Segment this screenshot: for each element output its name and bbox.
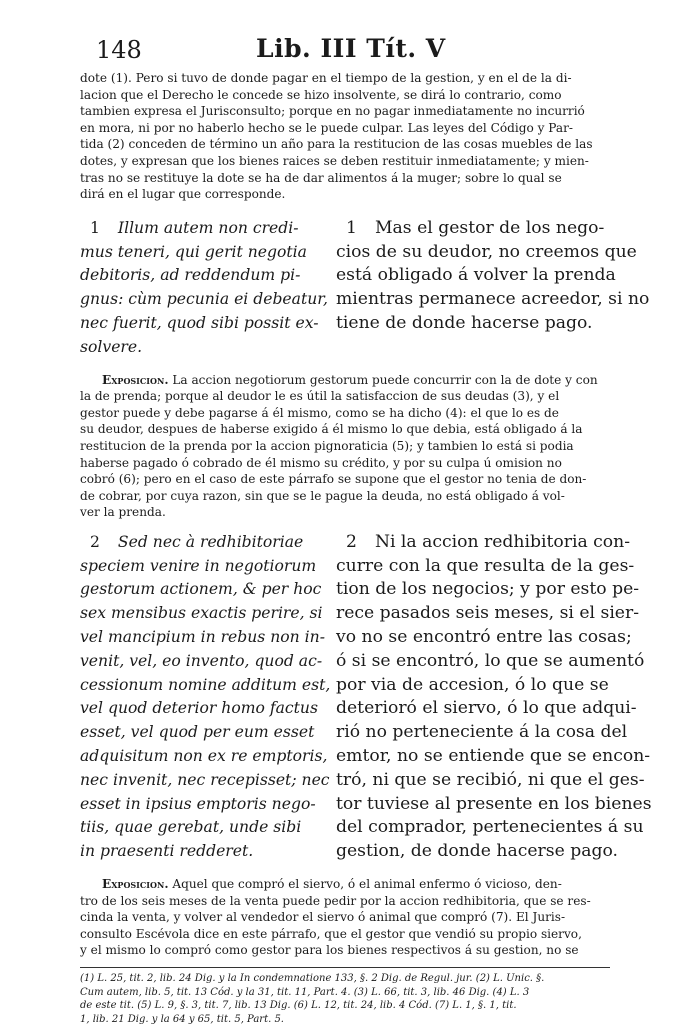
text-line: restitucion de la prenda por la accion pignoraticia (5); y tambien lo está si podia <box>80 438 574 453</box>
spanish-line: mientras permanece acreedor, si no <box>336 289 650 310</box>
spanish-line: tor tuviese al presente en los bienes <box>336 793 652 814</box>
latin-line: 2 Sed nec à redhibitoriae <box>90 532 304 551</box>
spanish-line: tiene de donde hacerse pago. <box>336 312 593 333</box>
spanish-line: deterioró el siervo, ó lo que adqui- <box>336 698 637 719</box>
spanish-line: rece pasados seis meses, si el sier- <box>336 603 640 624</box>
text-line: en mora, ni por no haberlo hecho se le puede culpar. Las leyes del Código y Par- <box>80 120 573 135</box>
page-header <box>80 30 610 66</box>
latin-line: vel mancipium in rebus non in- <box>80 628 325 647</box>
text-line: tida (2) conceden de término un año para la restitucion de las cosas muebles de las <box>80 137 593 152</box>
text-line: su deudor, despues de haberse exigido á él mismo lo que debia, está obligado á la <box>80 422 583 437</box>
section-2-latin <box>80 531 331 864</box>
book-page <box>80 30 652 1026</box>
section-number: 1 <box>346 217 357 238</box>
spanish-line: gestion, de donde hacerse pago. <box>336 841 618 862</box>
latin-line: venit, vel, eo invento, quod ac- <box>80 651 323 670</box>
latin-line: vel quod deterior homo factus <box>80 699 318 718</box>
text-line: de cobrar, por cuya razon, sin que se le pague la deuda, no está obligado á vol- <box>80 488 565 503</box>
spanish-line: tion de los negocios; y por esto pe- <box>336 579 640 600</box>
footnote-line: 1, lib. 21 Dig. y la 64 y 65, tit. 5, Part. 5. <box>80 1013 284 1025</box>
footnote-divider <box>80 967 610 968</box>
text-line: tro de los seis meses de la venta puede pedir por la accion redhibitoria, que se res- <box>80 893 591 908</box>
latin-line: in praesenti redderet. <box>80 842 254 861</box>
spanish-line: 1 Mas el gestor de los nego- <box>346 217 605 238</box>
text-line: dirá en el lugar que corresponde. <box>80 187 286 202</box>
text-line: dotes, y expresan que los bienes raices se deben restituir inmediatamente; y mien- <box>80 153 589 168</box>
spanish-line: ó si se encontró, lo que se aumentó <box>336 650 645 671</box>
intro-paragraph <box>80 70 610 203</box>
section-2-spanish <box>336 531 652 864</box>
section-number: 1 <box>90 218 100 237</box>
footnotes <box>80 972 610 1026</box>
section-1 <box>80 217 650 360</box>
text-line: la de prenda; porque al deudor le es útil la satisfaccion de sus deudas (3), y el <box>80 389 560 404</box>
spanish-line: tró, ni que se recibió, ni que el ges- <box>336 769 645 790</box>
latin-line: nec invenit, nec recepisset; nec <box>80 770 330 789</box>
text-line: Exposicion. Aquel que compró el siervo, ó el animal enfermo ó vicioso, den- <box>102 877 562 892</box>
exposicion-label: Exposicion. <box>102 877 169 892</box>
latin-line: debitoris, ad reddendum pi- <box>80 266 301 285</box>
spanish-line: por via de accesion, ó lo que se <box>336 674 609 695</box>
text-line: Exposicion. La accion negotiorum gestorum puede concurrir con la de dote y con <box>102 372 598 387</box>
text-line: ver la prenda. <box>80 505 166 520</box>
spanish-line: está obligado á volver la prenda <box>336 265 616 286</box>
text-line: gestor puede y debe pagarse á él mismo, como se ha dicho (4): el que lo es de <box>80 405 559 420</box>
spanish-line: del comprador, pertenecientes á su <box>336 817 644 838</box>
footnote-line: de este tit. (5) L. 9, §. 3, tit. 7, lib. 13 Dig. (6) L. 12, tit. 24, lib. 4 Cód. (7) L. 1, §. 1, tit. <box>80 1000 517 1012</box>
spanish-line: rió no perteneciente á la cosa del <box>336 722 628 743</box>
footnote-line: Cum autem, lib. 5, tit. 13 Cód. y la 31, tit. 11, Part. 4. (3) L. 66, tit. 3, lib. 46 Dig. (4) L. 3 <box>80 986 530 998</box>
spanish-line: emtor, no se entiende que se encon- <box>336 746 651 767</box>
latin-line: mus teneri, qui gerit negotia <box>80 242 307 261</box>
section-number: 2 <box>90 532 100 551</box>
section-number: 2 <box>346 531 357 552</box>
spanish-line: cios de su deudor, no creemos que <box>336 241 637 262</box>
latin-line: nec fuerit, quod sibi possit ex- <box>80 313 319 332</box>
commentary-1 <box>80 372 610 521</box>
latin-line: 1 Illum autem non credi- <box>90 218 299 237</box>
latin-line: esset in ipsius emptoris nego- <box>80 794 316 813</box>
section-1-latin <box>80 217 328 360</box>
text-line: dote (1). Pero si tuvo de donde pagar en el tiempo de la gestion, y en el de la di- <box>80 71 572 85</box>
page-number: 148 <box>96 36 142 64</box>
latin-line: cessionum nomine additum est, <box>80 675 331 694</box>
latin-line: speciem venire in negotiorum <box>80 556 317 575</box>
section-2 <box>80 531 652 864</box>
latin-line: tiis, quae gerebat, unde sibi <box>80 818 302 837</box>
text-line: consulto Escévola dice en este párrafo, que el gestor que vendió su propio siervo, <box>80 926 582 941</box>
footnote-line: (1) L. 25, tit. 2, lib. 24 Dig. y la In condemnatione 133, §. 2 Dig. de Regul. jur. (2) L. Unic. §. <box>80 973 545 984</box>
latin-line: solvere. <box>80 337 143 356</box>
spanish-line: vo no se encontró entre las cosas; <box>336 627 632 648</box>
commentary-2 <box>80 876 610 959</box>
text-line: tambien expresa el Jurisconsulto; porque en no pagar inmediatamente no incurrió <box>80 104 585 119</box>
latin-line: esset, vel quod per eum esset <box>80 723 315 742</box>
text-line: cinda la venta, y volver al vendedor el siervo ó animal que compró (7). El Juris- <box>80 910 566 925</box>
spanish-line: 2 Ni la accion redhibitoria con- <box>346 531 631 552</box>
exposicion-label: Exposicion. <box>102 372 169 387</box>
text-line: tras no se restituye la dote se ha de dar alimentos á la muger; sobre lo qual se <box>80 170 562 185</box>
latin-line: adquisitum non ex re emptoris, <box>80 747 328 766</box>
spanish-line: curre con la que resulta de la ges- <box>336 555 635 576</box>
text-line: cobró (6); pero en el caso de este párrafo se supone que el gestor no tenia de don- <box>80 472 587 487</box>
running-head: Lib. III Tít. V <box>256 34 446 63</box>
latin-line: gestorum actionem, & per hoc <box>80 580 322 599</box>
section-1-spanish <box>336 217 650 360</box>
latin-line: sex mensibus exactis perire, si <box>80 604 323 623</box>
text-line: y el mismo lo compró como gestor para los bienes respectivos á su gestion, no se <box>80 943 579 958</box>
latin-line: gnus: cùm pecunia ei debeatur, <box>80 290 328 309</box>
text-line: lacion que el Derecho le concede se hizo insolvente, se dirá lo contrario, como <box>80 87 562 102</box>
text-line: haberse pagado ó cobrado de él mismo su crédito, y por su culpa ú omision no <box>80 455 562 470</box>
